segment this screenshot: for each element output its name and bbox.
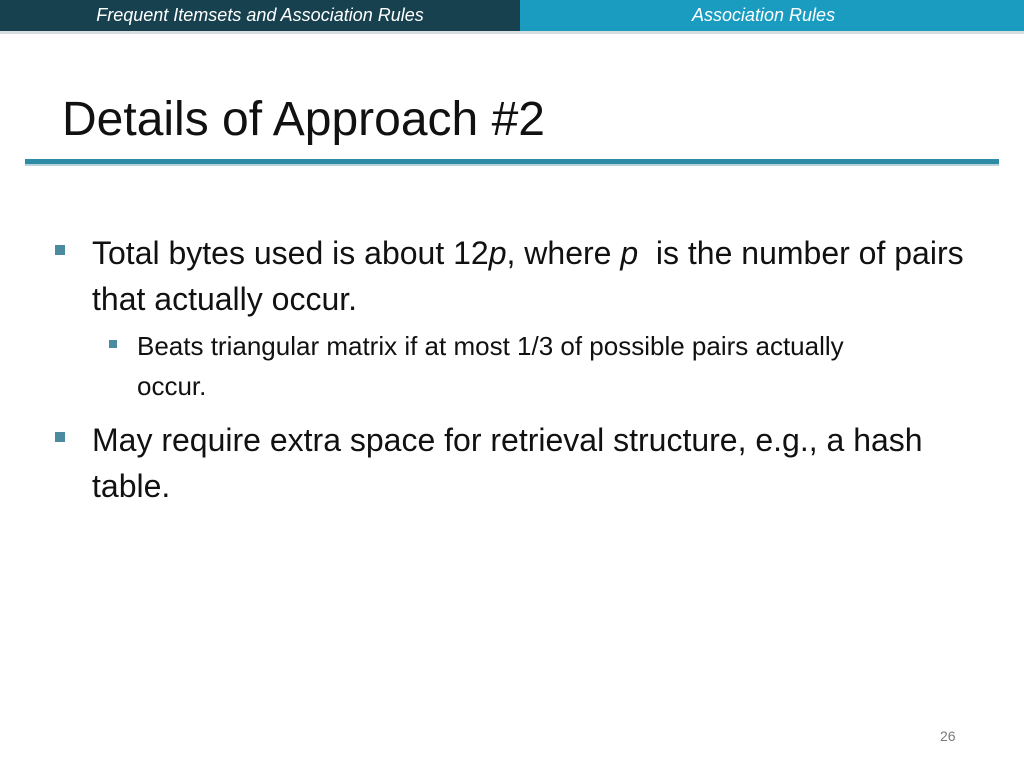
bullet-list xyxy=(55,230,975,509)
header-topic-label: Association Rules xyxy=(520,0,1024,31)
bullet-item xyxy=(55,417,975,509)
header-section-label: Frequent Itemsets and Association Rules xyxy=(0,0,520,31)
square-bullet-icon xyxy=(55,432,65,442)
bullet-text: Total bytes used is about 12p, where p is the number of pairs that actually occur. xyxy=(92,235,973,317)
sub-bullet-item xyxy=(55,326,975,406)
square-bullet-icon xyxy=(55,245,65,255)
bullet-text: Beats triangular matrix if at most 1/3 of possible pairs actually occur. xyxy=(137,331,844,401)
bullet-item xyxy=(55,230,975,322)
slide-title: Details of Approach #2 xyxy=(62,93,545,146)
slide-number: 26 xyxy=(940,728,956,744)
bullet-text: May require extra space for retrieval structure, e.g., a hash table. xyxy=(92,422,923,504)
square-bullet-icon xyxy=(109,340,117,348)
title-underline xyxy=(25,159,999,164)
header-divider xyxy=(0,31,1024,34)
